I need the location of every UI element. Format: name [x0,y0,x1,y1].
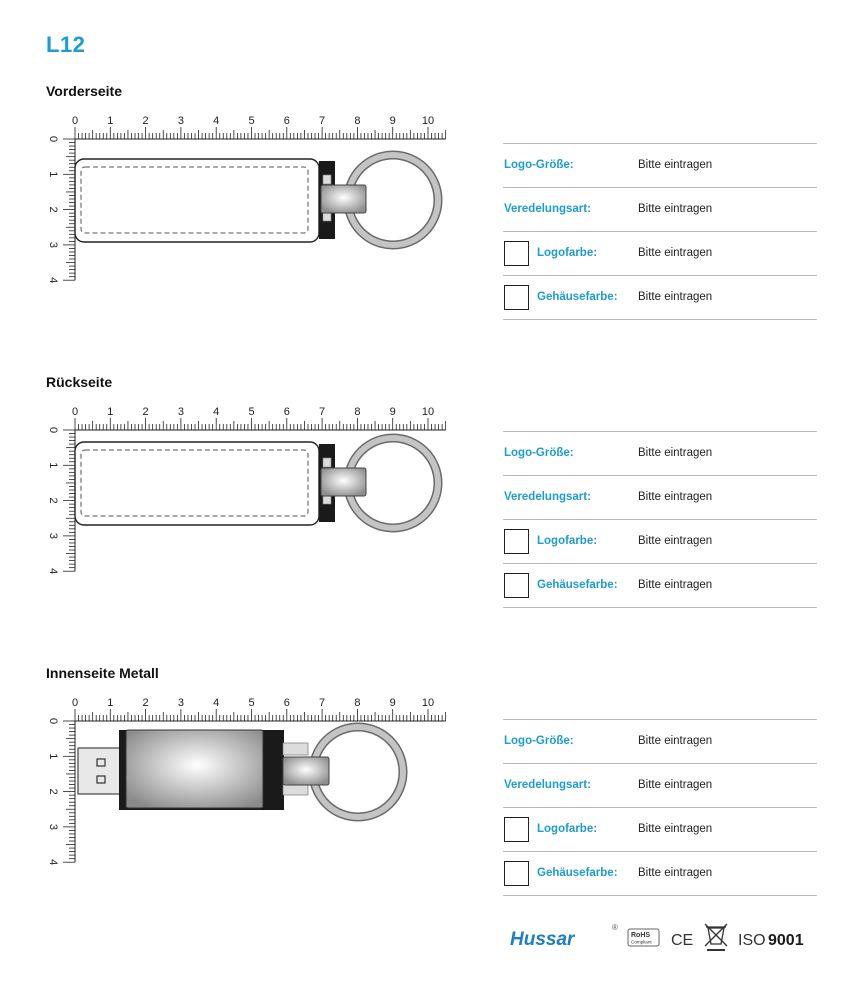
section-title: Rückseite [46,374,113,390]
rohs-badge-icon [628,929,659,946]
leather-casing [75,159,319,242]
ruler-label: 6 [283,406,290,418]
form-row-case-color [503,276,817,320]
field-label: Veredelungsart: [504,779,591,791]
form-row-case-color [503,852,817,896]
connector-hole [323,175,331,184]
logo-size-field[interactable]: Bitte eintragen [638,735,713,747]
ruler-label: 2 [142,697,149,709]
ruler-label: 0 [71,115,79,127]
ruler-label: 8 [354,406,361,418]
ruler-label: 3 [177,115,184,127]
finishing-type-field[interactable]: Bitte eintragen [638,491,713,503]
form-table [503,431,817,608]
ruler-label: 1 [107,115,114,127]
form-row-logo-color [503,808,817,852]
section-title: Vorderseite [46,83,122,99]
ruler-label: 6 [283,115,290,127]
horizontal-ruler [72,115,446,139]
form-row-logo-color [503,520,817,564]
ruler-label: 2 [47,206,59,213]
ruler-label: 3 [47,823,59,830]
ruler-label: 3 [177,406,184,418]
horizontal-ruler [72,697,446,721]
form-row-logo-size [503,720,817,764]
ruler-label: 3 [177,697,184,709]
ruler-label: 4 [213,115,220,127]
form-row-case-color [503,564,817,608]
form-row-logo-size [503,144,817,188]
doc-title: L12 [46,32,86,57]
ruler-label: 5 [248,406,255,418]
logo-size-field[interactable]: Bitte eintragen [638,159,713,171]
logo-size-field[interactable]: Bitte eintragen [638,447,713,459]
ruler-label: 4 [213,406,220,418]
field-label: Logo-Größe: [504,447,574,459]
logo-color-box[interactable] [504,817,529,842]
ruler-label: 9 [389,697,396,709]
form-row-logo-color [503,232,817,276]
ruler-label: 0 [47,426,59,434]
ruler-label: 7 [319,406,326,418]
weee-bin-icon [705,924,727,950]
finishing-type-field[interactable]: Bitte eintragen [638,203,713,215]
vertical-ruler [47,718,75,865]
certification-footer [508,920,818,956]
ruler-label: 9 [389,406,396,418]
ruler-label: 9 [389,115,396,127]
brand-logo: Hussar [510,929,575,950]
section-title: Innenseite Metall [46,665,159,681]
ruler-label: 10 [421,115,435,127]
connector-hole [323,458,331,467]
drawing-front [38,105,458,375]
field-label: Gehäusefarbe: [537,867,618,879]
ruler-label: 5 [248,697,255,709]
rohs-text: RoHS [631,932,651,939]
form-row-finishing [503,188,817,232]
ruler-label: 1 [47,462,59,469]
logo-color-field[interactable]: Bitte eintragen [638,823,713,835]
drawing-inside-metal [38,687,458,957]
vertical-ruler [47,136,75,283]
registered-mark: ® [612,923,618,932]
metal-tab [321,185,366,213]
ruler-label: 5 [248,115,255,127]
ruler-label: 0 [47,717,59,725]
case-color-box[interactable] [504,861,529,886]
ruler-label: 10 [421,406,435,418]
ruler-label: 8 [354,115,361,127]
ruler-label: 1 [107,406,114,418]
logo-color-box[interactable] [504,529,529,554]
section-inside-metal [0,665,853,945]
section-back [0,374,853,654]
ruler-label: 0 [47,135,59,143]
case-color-box[interactable] [504,285,529,310]
field-label: Logofarbe: [537,535,598,547]
ruler-label: 1 [107,697,114,709]
field-label: Logofarbe: [537,247,598,259]
form-row-finishing [503,476,817,520]
ruler-label: 7 [319,115,326,127]
ce-mark-icon: CE [671,932,694,949]
ruler-label: 4 [47,568,59,575]
field-label: Gehäusefarbe: [537,291,618,303]
iso-prefix: ISO [738,932,766,949]
logo-color-box[interactable] [504,241,529,266]
logo-color-field[interactable]: Bitte eintragen [638,535,713,547]
form-row-finishing [503,764,817,808]
ruler-label: 4 [213,697,220,709]
ruler-label: 3 [47,241,59,248]
field-label: Logo-Größe: [504,159,574,171]
ruler-label: 2 [142,115,149,127]
section-front [0,83,853,363]
iso-number: 9001 [768,932,804,949]
ruler-label: 7 [319,697,326,709]
ruler-label: 0 [71,697,79,709]
horizontal-ruler [72,406,446,430]
ruler-label: 2 [47,497,59,504]
form-row-logo-size [503,432,817,476]
rohs-subtext: Compliant [631,939,652,945]
ruler-label: 10 [421,697,435,709]
ruler-label: 0 [71,406,79,418]
leather-casing [75,442,319,525]
ruler-label: 1 [47,753,59,760]
metal-tab [283,757,329,785]
field-label: Veredelungsart: [504,491,591,503]
field-label: Logofarbe: [537,823,598,835]
case-color-field[interactable]: Bitte eintragen [638,291,713,303]
form-table [503,719,817,896]
case-color-box[interactable] [504,573,529,598]
ruler-label: 2 [142,406,149,418]
ruler-label: 4 [47,277,59,284]
field-label: Gehäusefarbe: [537,579,618,591]
metal-tab [321,468,366,496]
field-label: Logo-Größe: [504,735,574,747]
ruler-label: 3 [47,532,59,539]
ruler-label: 6 [283,697,290,709]
field-label: Veredelungsart: [504,203,591,215]
ruler-label: 2 [47,788,59,795]
ruler-label: 1 [47,171,59,178]
usb-plug [78,748,120,794]
ruler-label: 8 [354,697,361,709]
logo-color-field[interactable]: Bitte eintragen [638,247,713,259]
case-color-field[interactable]: Bitte eintragen [638,867,713,879]
connector-hole [283,743,308,755]
metal-body [126,730,263,808]
drawing-back [38,396,458,666]
ruler-label: 4 [47,859,59,866]
case-color-field[interactable]: Bitte eintragen [638,579,713,591]
form-table [503,143,817,320]
vertical-ruler [47,427,75,574]
finishing-type-field[interactable]: Bitte eintragen [638,779,713,791]
